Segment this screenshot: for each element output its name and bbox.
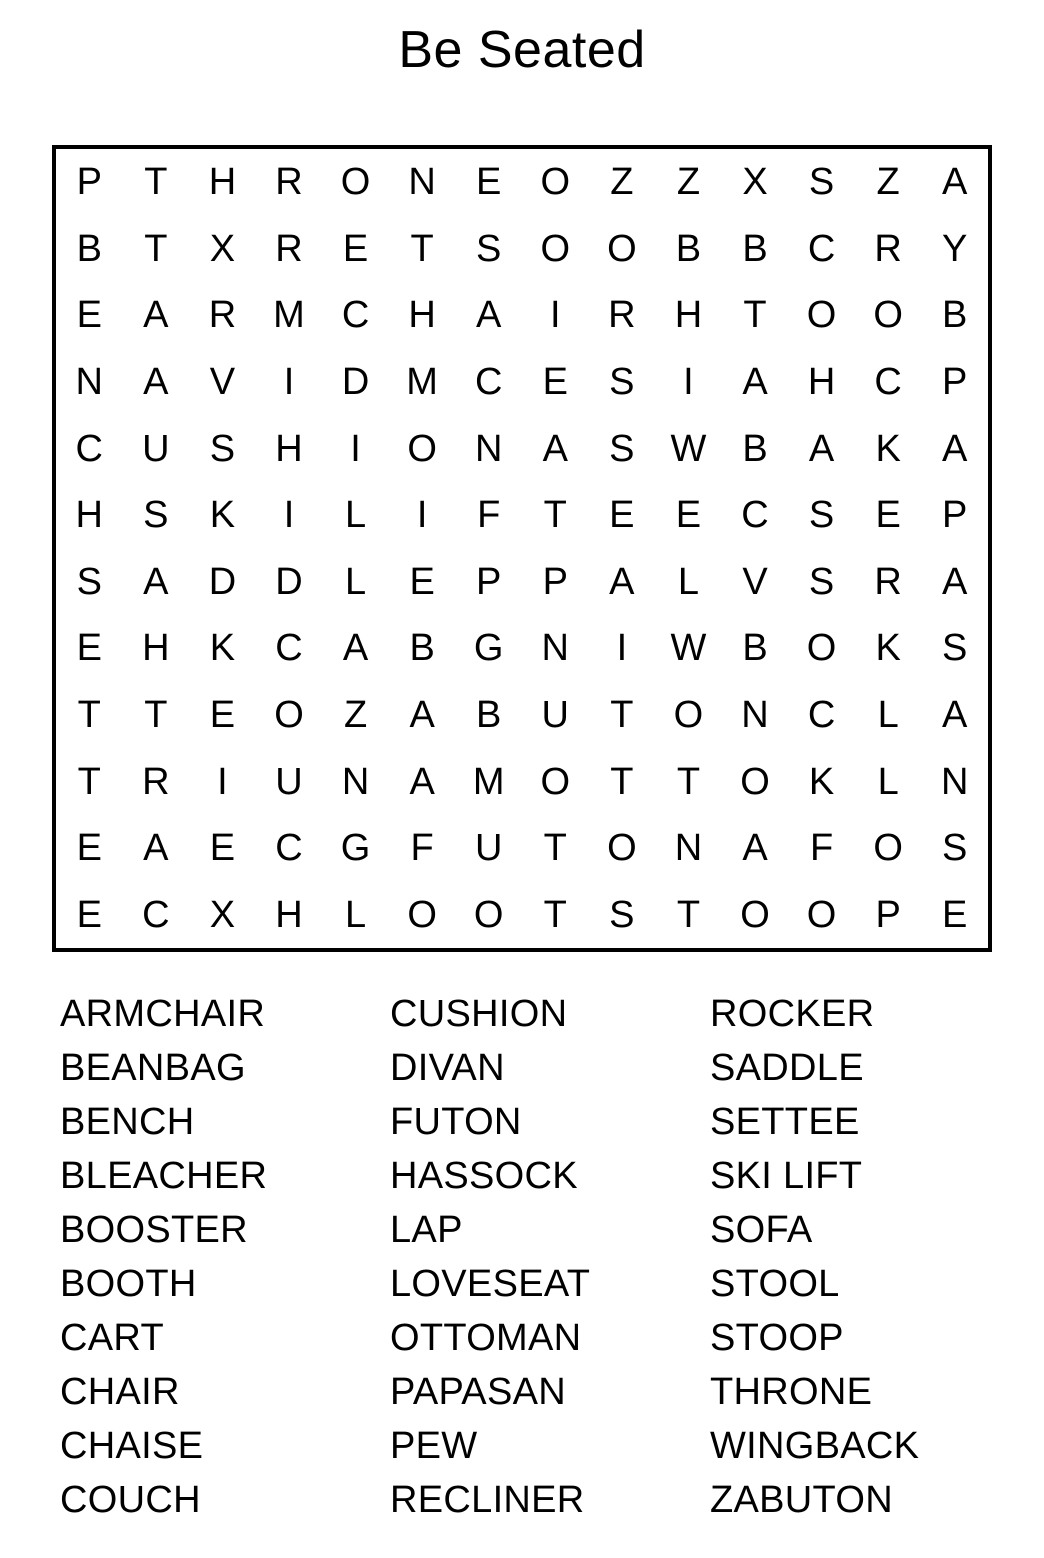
- grid-cell[interactable]: U: [541, 693, 569, 736]
- grid-cell[interactable]: I: [549, 294, 561, 337]
- grid-cell[interactable]: O: [407, 893, 437, 936]
- grid-cell[interactable]: R: [874, 560, 902, 603]
- grid-cell[interactable]: T: [77, 693, 101, 736]
- grid-cell[interactable]: B: [476, 693, 502, 736]
- grid-cell[interactable]: O: [407, 427, 437, 470]
- word-list-item[interactable]: RECLINER: [390, 1479, 585, 1521]
- grid-cell[interactable]: H: [674, 294, 703, 337]
- grid-cell[interactable]: C: [75, 427, 103, 470]
- grid-cell[interactable]: H: [807, 361, 836, 404]
- grid-cell[interactable]: C: [275, 827, 303, 870]
- grid-cell[interactable]: B: [942, 294, 968, 337]
- grid-cell[interactable]: U: [275, 760, 303, 803]
- word-list-item[interactable]: BEANBAG: [60, 1047, 246, 1089]
- grid-cell[interactable]: U: [474, 827, 503, 870]
- word-list-item[interactable]: BOOTH: [60, 1263, 197, 1305]
- word-list-item[interactable]: BLEACHER: [60, 1155, 268, 1197]
- grid-cell[interactable]: O: [806, 294, 837, 337]
- grid-cell[interactable]: E: [209, 827, 236, 870]
- grid-cell[interactable]: X: [209, 893, 236, 936]
- grid-cell[interactable]: T: [77, 760, 101, 803]
- grid-cell[interactable]: H: [275, 893, 303, 936]
- grid-cell[interactable]: A: [609, 560, 635, 603]
- grid-cell[interactable]: E: [675, 494, 702, 537]
- grid-cell[interactable]: K: [875, 627, 901, 670]
- grid-cell[interactable]: O: [740, 893, 770, 936]
- page-title: Be Seated: [398, 21, 646, 79]
- grid-cell[interactable]: S: [942, 827, 968, 870]
- grid-cell[interactable]: S: [808, 494, 835, 537]
- grid-cell[interactable]: H: [408, 294, 436, 337]
- grid-cell[interactable]: T: [543, 827, 567, 870]
- word-list-column: [710, 987, 990, 1527]
- grid-cell[interactable]: S: [808, 560, 835, 603]
- grid-cell[interactable]: A: [476, 294, 502, 337]
- grid-cell[interactable]: M: [406, 361, 438, 404]
- grid-cell[interactable]: I: [616, 627, 628, 670]
- word-list-item[interactable]: LAP: [390, 1209, 463, 1251]
- grid-cell[interactable]: H: [75, 494, 103, 537]
- grid-cell[interactable]: D: [275, 560, 303, 603]
- word-list-item[interactable]: BOOSTER: [60, 1209, 248, 1251]
- grid-cell[interactable]: N: [474, 427, 503, 470]
- grid-cell[interactable]: R: [142, 760, 170, 803]
- grid-cell[interactable]: L: [677, 560, 699, 603]
- grid-cell[interactable]: P: [542, 560, 568, 603]
- grid-cell[interactable]: S: [808, 161, 835, 204]
- grid-cell[interactable]: B: [742, 627, 768, 670]
- word-list-item[interactable]: PAPASAN: [390, 1371, 566, 1413]
- grid-cell[interactable]: A: [143, 827, 169, 870]
- grid-cell[interactable]: T: [610, 760, 634, 803]
- grid-cell[interactable]: K: [209, 494, 236, 537]
- grid-cell[interactable]: S: [76, 560, 102, 603]
- grid-cell[interactable]: W: [670, 427, 707, 470]
- word-list-item[interactable]: SETTEE: [710, 1101, 860, 1143]
- grid-cell[interactable]: E: [76, 627, 102, 670]
- grid-cell[interactable]: O: [673, 693, 704, 736]
- grid-cell[interactable]: S: [609, 361, 635, 404]
- word-list-item[interactable]: DIVAN: [390, 1047, 505, 1089]
- grid-cell[interactable]: M: [273, 294, 305, 337]
- grid-cell[interactable]: A: [409, 760, 435, 803]
- grid-cell[interactable]: T: [676, 893, 701, 936]
- grid-cell[interactable]: T: [676, 760, 701, 803]
- word-list-item[interactable]: COUCH: [60, 1479, 201, 1521]
- grid-cell[interactable]: Z: [676, 161, 701, 204]
- grid-cell[interactable]: A: [409, 693, 435, 736]
- word-list-item[interactable]: OTTOMAN: [390, 1317, 582, 1359]
- grid-cell[interactable]: I: [283, 494, 295, 537]
- grid-cell[interactable]: E: [542, 361, 568, 404]
- word-list-item[interactable]: SOFA: [710, 1209, 813, 1251]
- grid-cell[interactable]: A: [942, 560, 968, 603]
- grid-cell[interactable]: S: [476, 227, 502, 270]
- grid-cell[interactable]: A: [342, 627, 369, 670]
- grid-cell[interactable]: O: [540, 227, 571, 270]
- word-list-item[interactable]: CART: [60, 1317, 164, 1359]
- grid-cell[interactable]: O: [473, 893, 504, 936]
- word-list-column: [60, 987, 390, 1527]
- grid-cell[interactable]: S: [609, 893, 635, 936]
- grid-cell[interactable]: O: [607, 227, 637, 270]
- grid-cell[interactable]: I: [683, 361, 694, 404]
- grid-cell[interactable]: A: [143, 560, 169, 603]
- grid-cell[interactable]: O: [340, 161, 371, 204]
- letter-grid-container: [52, 145, 992, 952]
- grid-cell[interactable]: N: [674, 827, 703, 870]
- grid-cell[interactable]: K: [209, 627, 236, 670]
- word-list-item[interactable]: BENCH: [60, 1101, 195, 1143]
- grid-cell[interactable]: B: [675, 227, 702, 270]
- grid-cell[interactable]: L: [877, 693, 899, 736]
- grid-cell[interactable]: E: [476, 161, 502, 204]
- grid-cell[interactable]: C: [807, 227, 836, 270]
- grid-cell[interactable]: N: [741, 693, 769, 736]
- grid-cell[interactable]: O: [806, 893, 837, 936]
- grid-cell[interactable]: L: [344, 494, 367, 537]
- grid-cell[interactable]: C: [741, 494, 769, 537]
- grid-cell[interactable]: K: [875, 427, 901, 470]
- grid-cell[interactable]: O: [607, 827, 637, 870]
- word-list-item[interactable]: LOVESEAT: [390, 1263, 591, 1305]
- grid-cell[interactable]: R: [208, 294, 237, 337]
- grid-cell[interactable]: W: [670, 627, 707, 670]
- grid-cell[interactable]: L: [344, 893, 367, 936]
- grid-cell[interactable]: V: [209, 361, 236, 404]
- grid-cell[interactable]: A: [942, 693, 968, 736]
- word-list-item[interactable]: STOOL: [710, 1263, 840, 1305]
- grid-cell[interactable]: C: [341, 294, 370, 337]
- grid-cell[interactable]: C: [807, 693, 836, 736]
- grid-cell[interactable]: I: [350, 427, 361, 470]
- grid-cell[interactable]: O: [740, 760, 770, 803]
- grid-cell[interactable]: T: [144, 161, 168, 204]
- grid-cell[interactable]: N: [341, 760, 370, 803]
- grid-cell[interactable]: C: [275, 627, 303, 670]
- word-list-item[interactable]: ARMCHAIR: [60, 993, 266, 1035]
- grid-cell[interactable]: Z: [610, 161, 634, 204]
- grid-cell[interactable]: O: [540, 760, 571, 803]
- grid-cell[interactable]: Y: [942, 227, 968, 270]
- word-list-item[interactable]: PEW: [390, 1425, 478, 1467]
- grid-cell[interactable]: I: [283, 361, 295, 404]
- grid-cell[interactable]: T: [144, 693, 168, 736]
- grid-cell[interactable]: D: [341, 361, 370, 404]
- word-list-item[interactable]: STOOP: [710, 1317, 844, 1359]
- grid-cell[interactable]: H: [142, 627, 170, 670]
- grid-cell[interactable]: O: [274, 693, 304, 736]
- grid-cell[interactable]: T: [543, 893, 567, 936]
- word-list-item[interactable]: THRONE: [710, 1371, 873, 1413]
- grid-cell[interactable]: L: [344, 560, 367, 603]
- grid-cell[interactable]: E: [875, 494, 901, 537]
- grid-cell[interactable]: I: [416, 494, 428, 537]
- word-search-page: [0, 22, 1044, 1558]
- grid-cell[interactable]: C: [874, 361, 902, 404]
- grid-cell[interactable]: A: [808, 427, 835, 470]
- grid-cell[interactable]: C: [142, 893, 170, 936]
- grid-cell[interactable]: U: [142, 427, 170, 470]
- grid-cell[interactable]: S: [942, 627, 968, 670]
- grid-cell[interactable]: V: [742, 560, 768, 603]
- word-list-item[interactable]: CHAISE: [60, 1425, 204, 1467]
- grid-cell[interactable]: T: [144, 227, 168, 270]
- grid-cell[interactable]: S: [609, 427, 635, 470]
- word-list-item[interactable]: CHAIR: [60, 1371, 180, 1413]
- word-list-item[interactable]: FUTON: [390, 1101, 522, 1143]
- grid-cell[interactable]: B: [742, 427, 768, 470]
- grid-cell[interactable]: P: [476, 560, 502, 603]
- grid-cell[interactable]: R: [874, 227, 902, 270]
- grid-cell[interactable]: I: [217, 760, 228, 803]
- grid-cell[interactable]: M: [472, 760, 505, 803]
- grid-cell[interactable]: N: [75, 361, 103, 404]
- grid-cell[interactable]: O: [540, 161, 571, 204]
- grid-cell[interactable]: S: [143, 494, 169, 537]
- word-list-item[interactable]: SADDLE: [710, 1047, 864, 1089]
- grid-cell[interactable]: R: [275, 161, 303, 204]
- word-list-item[interactable]: HASSOCK: [390, 1155, 578, 1197]
- grid-cell[interactable]: T: [543, 494, 567, 537]
- grid-cell[interactable]: E: [609, 494, 635, 537]
- word-list-item[interactable]: ZABUTON: [710, 1479, 893, 1521]
- grid-cell[interactable]: D: [208, 560, 237, 603]
- letter-grid: [56, 149, 988, 948]
- grid-cell[interactable]: G: [340, 827, 371, 870]
- grid-cell[interactable]: F: [809, 827, 834, 870]
- grid-cell[interactable]: E: [76, 827, 102, 870]
- word-list-item[interactable]: CUSHION: [390, 993, 568, 1035]
- grid-cell[interactable]: X: [209, 227, 236, 270]
- grid-cell[interactable]: X: [742, 161, 768, 204]
- grid-cell[interactable]: E: [409, 560, 435, 603]
- grid-cell[interactable]: E: [76, 294, 102, 337]
- grid-cell[interactable]: A: [942, 427, 968, 470]
- grid-cell[interactable]: E: [209, 693, 236, 736]
- grid-cell[interactable]: B: [409, 627, 435, 670]
- grid-cell[interactable]: T: [410, 227, 434, 270]
- grid-cell[interactable]: R: [275, 227, 303, 270]
- grid-cell[interactable]: G: [473, 627, 504, 670]
- grid-cell[interactable]: F: [477, 494, 501, 537]
- grid-cell[interactable]: P: [76, 161, 102, 204]
- grid-cell[interactable]: O: [806, 627, 837, 670]
- word-list-item[interactable]: WINGBACK: [710, 1425, 920, 1467]
- grid-cell[interactable]: N: [541, 627, 569, 670]
- word-list-item[interactable]: SKI LIFT: [710, 1155, 863, 1197]
- grid-cell[interactable]: E: [76, 893, 102, 936]
- grid-cell[interactable]: P: [875, 893, 901, 936]
- grid-cell[interactable]: R: [608, 294, 636, 337]
- grid-cell[interactable]: H: [208, 161, 237, 204]
- word-list-item[interactable]: ROCKER: [710, 993, 875, 1035]
- word-list-column: [390, 987, 710, 1527]
- grid-cell[interactable]: P: [942, 494, 968, 537]
- grid-cell[interactable]: A: [742, 361, 768, 404]
- grid-cell[interactable]: A: [942, 161, 968, 204]
- grid-cell[interactable]: Z: [876, 161, 900, 204]
- word-list: [60, 987, 990, 1527]
- grid-cell[interactable]: N: [408, 161, 436, 204]
- grid-cell[interactable]: N: [940, 760, 969, 803]
- grid-cell[interactable]: B: [76, 227, 102, 270]
- grid-cell[interactable]: T: [743, 294, 767, 337]
- grid-cell[interactable]: O: [873, 294, 903, 337]
- grid-cell[interactable]: F: [410, 827, 434, 870]
- grid-cell[interactable]: L: [877, 760, 899, 803]
- grid-cell[interactable]: K: [808, 760, 835, 803]
- grid-cell[interactable]: A: [143, 294, 169, 337]
- grid-cell[interactable]: A: [742, 827, 768, 870]
- grid-cell[interactable]: C: [474, 361, 503, 404]
- grid-cell[interactable]: Z: [343, 693, 368, 736]
- grid-cell[interactable]: S: [209, 427, 236, 470]
- grid-cell[interactable]: H: [275, 427, 303, 470]
- grid-cell[interactable]: E: [942, 893, 968, 936]
- grid-cell[interactable]: A: [542, 427, 568, 470]
- grid-cell[interactable]: P: [942, 361, 968, 404]
- grid-cell[interactable]: B: [742, 227, 768, 270]
- grid-cell[interactable]: O: [873, 827, 903, 870]
- grid-cell[interactable]: T: [610, 693, 634, 736]
- grid-cell[interactable]: A: [143, 361, 169, 404]
- grid-cell[interactable]: E: [342, 227, 369, 270]
